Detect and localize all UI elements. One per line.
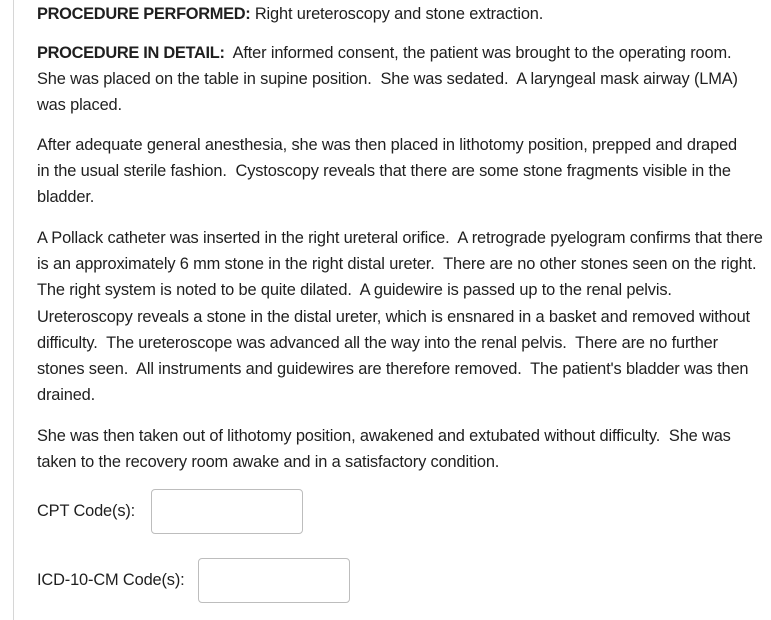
anesthesia-paragraph: After adequate general anesthesia, she was then placed in lithotomy position, prepped and draped in the usual sterile fashion. Cystoscopy reveals that there are some stone fragments visible in the bladder.: [37, 136, 742, 207]
procedure-detail-paragraph: [37, 40, 749, 119]
procedure-performed-label: PROCEDURE PERFORMED:: [37, 5, 251, 23]
left-border-line: [13, 0, 14, 620]
icd-code-input[interactable]: [198, 558, 350, 603]
ureteroscopy-paragraph: A Pollack catheter was inserted in the right ureteral orifice. A retrograde pyelogram confirms that there is an approximately 6 mm stone in the right distal ureter. There are no other stones seen on the right. The right system is noted to be quite dilated. A guidewire is passed up to the renal pelvis. Ureteroscopy reveals a stone in the distal ureter, which is ensnared in a basket and removed without difficulty. The ureteroscope was advanced all the way into the renal pelvis. There are no further stones seen. All instruments and guidewires are therefore removed. The patient's bladder was then drained.: [37, 229, 768, 405]
procedure-performed-text: Right ureteroscopy and stone extraction.: [254, 5, 544, 23]
procedure-performed-paragraph: [37, 1, 543, 27]
icd-code-row: [37, 558, 350, 603]
icd-code-label: ICD-10-CM Code(s):: [37, 571, 185, 589]
cpt-code-input[interactable]: [151, 489, 303, 534]
recovery-paragraph: She was then taken out of lithotomy position, awakened and extubated without difficulty. She was taken to the recovery room awake and in a satisfactory condition.: [37, 427, 736, 472]
cpt-code-label: CPT Code(s):: [37, 502, 136, 520]
procedure-detail-label: PROCEDURE IN DETAIL:: [37, 44, 225, 62]
procedure-detail-text: After informed consent, the patient was brought to the operating room. She was placed on the table in supine position. She was sedated. A laryngeal mask airway (LMA) was placed.: [37, 44, 743, 115]
cpt-code-row: [37, 489, 303, 534]
